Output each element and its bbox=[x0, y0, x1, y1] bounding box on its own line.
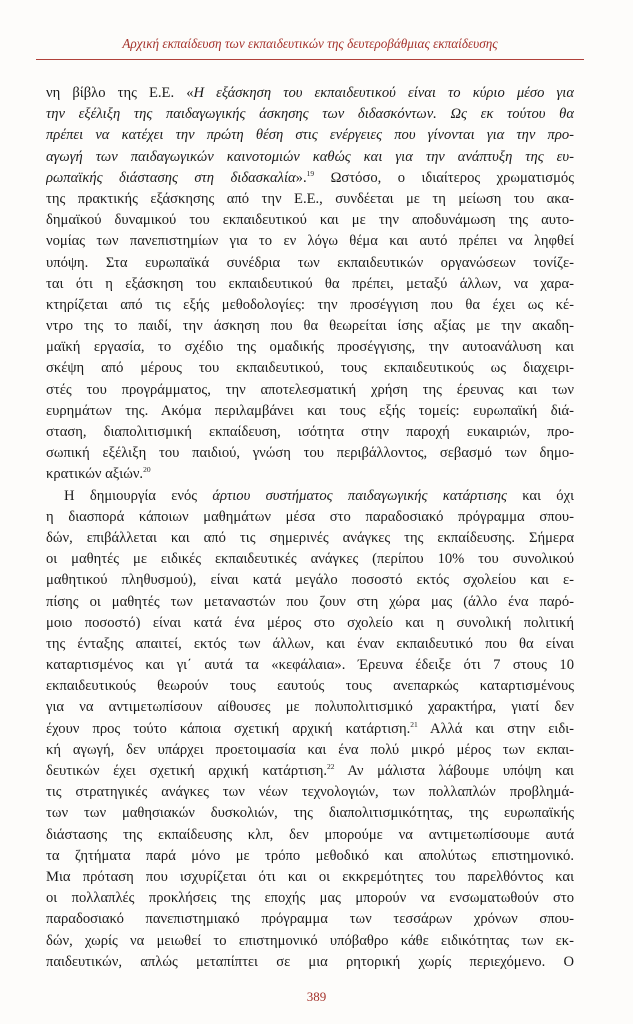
text-segment: Μια πρόταση που ισχυρίζεται ότι και οι εκκρεμότητες του παρελθόντος και bbox=[46, 868, 574, 885]
text-segment: υπόψη. Στα ευρωπαϊκά συνέδρια των εκπαιδευτικών οργανώσεων τονίζε- bbox=[46, 254, 574, 271]
text-line bbox=[46, 401, 574, 422]
text-segment: διάστασης της εκπαίδευσης κλπ, δεν μπορούμε να αντιμετωπίσουμε αυτά bbox=[46, 826, 574, 843]
text-line bbox=[46, 761, 574, 782]
text-line bbox=[46, 168, 574, 189]
text-line bbox=[46, 125, 574, 146]
text-segment: της πρακτικής εξάσκησης από την Ε.Ε., συνδέεται με τη μείωση του ακα- bbox=[46, 190, 574, 207]
footnote-marker: 20 bbox=[143, 465, 151, 475]
footnote-marker: 22 bbox=[327, 762, 335, 771]
text-line bbox=[46, 803, 574, 824]
text-line bbox=[46, 846, 574, 867]
text-line bbox=[46, 867, 574, 888]
text-segment: σωπική εξέλιξη του παιδιού, γνώση του περιβάλλοντος, σεβασμό των δημο- bbox=[46, 445, 574, 462]
italic-text: πρέπει να κατέχει την πρώτη θέση στις ενέργειες που γίνονται για την προ- bbox=[46, 127, 574, 144]
text-line bbox=[46, 337, 574, 358]
text-line bbox=[46, 147, 574, 168]
text-line bbox=[46, 740, 574, 761]
text-segment: νη βίβλο της Ε.Ε. « bbox=[46, 85, 194, 101]
text-segment: παιδευτικών, απλώς μεταπίπτει σε μια ρητορική χωρίς περιεχόμενο. Ο bbox=[46, 953, 574, 970]
text-segment: τα ζητήματα παρά μόνο με τρόπο μεθοδικό και απολύτως επιστημονικό. bbox=[46, 847, 574, 864]
text-segment: ται ότι η εξάσκηση του εκπαιδευτικού θα πρέπει, μεταξύ άλλων, να χαρα- bbox=[46, 275, 574, 292]
text-segment: κρατικών αξιών. bbox=[46, 466, 144, 483]
text-line bbox=[46, 83, 574, 104]
text-segment: η διασπορά κάποιων μαθημάτων μέσα στο παραδοσιακό πρόγραμμα σπου- bbox=[46, 508, 574, 525]
text-segment: Αλλά και στην ειδι- bbox=[417, 720, 574, 737]
text-segment: μαϊκή εργασία, το σχέδιο της ομαδικής προσέγγισης, την αυτοανάλυση και bbox=[46, 339, 574, 356]
header-rule bbox=[36, 59, 584, 60]
text-segment: μαθητικού πληθυσμού), είναι κατά μεγάλο ποσοστό εκτός σχολείου και ε- bbox=[46, 572, 574, 589]
text-segment: για να αντιμετωπίσουν αίθουσες με πολυπολιτισμικό χαρακτήρα, γιατί δεν bbox=[46, 699, 574, 716]
italic-text: ρωπαϊκής διάστασης στη διδασκαλία bbox=[46, 169, 296, 186]
text-line bbox=[46, 422, 574, 443]
text-line bbox=[46, 231, 574, 252]
text-line bbox=[46, 570, 574, 591]
italic-text: αγωγή των παιδαγωγικών καινοτομιών καθώς και για την ανάπτυξη της ευ- bbox=[46, 148, 574, 165]
page-number: 389 bbox=[306, 989, 327, 1004]
footnote-marker: 19 bbox=[306, 168, 315, 178]
text-segment: και όχι bbox=[506, 487, 574, 504]
text-line bbox=[46, 634, 574, 655]
text-segment: ντρο της το παιδί, την άσκηση που θα θεωρείται ίσης αξίας με την ακαδη- bbox=[46, 318, 574, 335]
text-segment: έχουν προς τούτο κάποια σχετική αρχική κατάρτιση. bbox=[46, 720, 411, 737]
text-segment: στές του προγράμματος, την αποτελεσματική χρήση της έρευνας και των bbox=[46, 381, 574, 398]
text-segment: κή αγωγή, δεν υπάρχει προετοιμασία και ένα πολύ μικρό μέρος των εκπαι- bbox=[46, 741, 574, 758]
text-segment: οι μαθητές με ειδικές εκπαιδευτικές ανάγκες (περίπου 10% του συνολικού bbox=[46, 551, 574, 568]
text-line bbox=[46, 697, 574, 718]
text-line bbox=[46, 358, 574, 379]
text-segment: δημαϊκού δυναμικού του εκπαιδευτικού και με την αποδυνάμωση της αυτο- bbox=[46, 212, 574, 229]
text-segment: ευρημάτων της. Ακόμα περιλαμβάνει και τους εξής τομείς: ευρωπαϊκή διά- bbox=[46, 402, 574, 419]
text-segment: πίσης οι μαθητές των μεταναστών που ζουν στη χώρα μας (άλλο ένα παρό- bbox=[46, 593, 574, 610]
text-line bbox=[46, 825, 574, 846]
text-line bbox=[46, 676, 574, 697]
text-line bbox=[46, 888, 574, 909]
text-segment: της ένταξης απαιτεί, εκτός των άλλων, και έναν εκπαιδευτικό που θα είναι bbox=[46, 635, 574, 652]
text-line bbox=[46, 528, 574, 549]
italic-text: την εξέλιξη της παιδαγωγικής άσκησης των διδασκόντων. Ως εκ τούτου θα bbox=[46, 106, 574, 123]
text-segment: τις στρατηγικές ανάγκες των νέων τεχνολογιών, των πολλαπλών προβλημά- bbox=[46, 784, 574, 801]
text-segment: δών, χωρίς να μειωθεί το επιστημονικό υπόβαθρο κάθε ειδικότητας των εκ- bbox=[46, 932, 574, 949]
text-line bbox=[46, 931, 574, 952]
italic-text: Η εξάσκηση του εκπαιδευτικού είναι το κύριο μέσο για bbox=[193, 85, 574, 101]
text-line bbox=[46, 952, 574, 973]
italic-text: άρτιου συστήματος παιδαγωγικής κατάρτισης bbox=[212, 487, 507, 504]
text-segment: κτηρίζεται από τις εξής μεθοδολογίες: την προσέγγιση που θα έχει ως κέ- bbox=[46, 296, 574, 313]
running-head: Αρχική εκπαίδευση των εκπαιδευτικών της δευτεροβάθμιας εκπαίδευσης bbox=[122, 36, 498, 51]
text-line bbox=[46, 549, 574, 570]
text-line bbox=[46, 507, 574, 528]
text-segment: δευτικών έχει σχετική αρχική κατάρτιση. bbox=[46, 763, 328, 779]
text-line bbox=[46, 274, 574, 295]
footnote-marker: 21 bbox=[410, 719, 418, 729]
text-segment: Ωστόσο, ο ιδιαίτερος χρωματισμός bbox=[314, 169, 574, 186]
text-line bbox=[46, 253, 574, 274]
text-line bbox=[46, 655, 574, 676]
text-line bbox=[46, 464, 574, 485]
text-line bbox=[46, 782, 574, 803]
text-line bbox=[46, 486, 574, 507]
text-segment: Αν μάλιστα λάβουμε υπόψη και bbox=[334, 763, 574, 779]
text-segment: καταρτισμένος και γι΄ αυτά τα «κεφάλαια». Έρευνα έδειξε ότι 7 στους 10 bbox=[46, 657, 574, 674]
text-segment: εκπαιδευτικούς θεωρούν τους εαυτούς τους ανεπαρκώς καταρτισμένους bbox=[46, 678, 574, 695]
text-line bbox=[46, 592, 574, 613]
text-segment: οι πολλαπλές προκλήσεις της εποχής μας μπορούν να ενσωματωθούν στο bbox=[46, 890, 574, 907]
body-text bbox=[46, 83, 574, 973]
text-line bbox=[46, 295, 574, 316]
text-segment: Η δημιουργία ενός bbox=[64, 487, 213, 504]
text-segment: σταση, διαπολιτισμική εκπαίδευση, ισότητα στην παροχή ευκαιριών, προ- bbox=[46, 424, 574, 440]
text-line bbox=[46, 380, 574, 401]
text-line bbox=[46, 316, 574, 337]
text-line bbox=[46, 210, 574, 231]
text-segment: παραδοσιακό πανεπιστημιακό πρόγραμμα των τεσσάρων χρόνων σπου- bbox=[46, 911, 574, 928]
text-segment: των των μαθησιακών δυσκολιών, της διαπολιτισμικότητας, της ευρωπαϊκής bbox=[46, 805, 574, 822]
text-line bbox=[46, 719, 574, 740]
text-line bbox=[46, 443, 574, 464]
text-line bbox=[46, 189, 574, 210]
text-line bbox=[46, 104, 574, 125]
text-segment: δών, επιβάλλεται και από τις σημερινές ανάγκες της εκπαίδευσης. Σήμερα bbox=[46, 529, 574, 546]
text-segment: νομίας των πανεπιστημίων για το εν λόγω θέμα και αυτό πρέπει να ληφθεί bbox=[46, 233, 574, 250]
text-segment: ». bbox=[295, 169, 307, 186]
text-segment: σκέψη από μέρους του εκπαιδευτικού, τους εκπαιδευτικούς ως διαχειρι- bbox=[46, 360, 574, 377]
text-segment: μοιο ποσοστό) είναι κατά ένα μέρος στο σχολείο και η συνολική πολιτική bbox=[46, 614, 574, 631]
text-line bbox=[46, 613, 574, 634]
text-line bbox=[46, 909, 574, 930]
